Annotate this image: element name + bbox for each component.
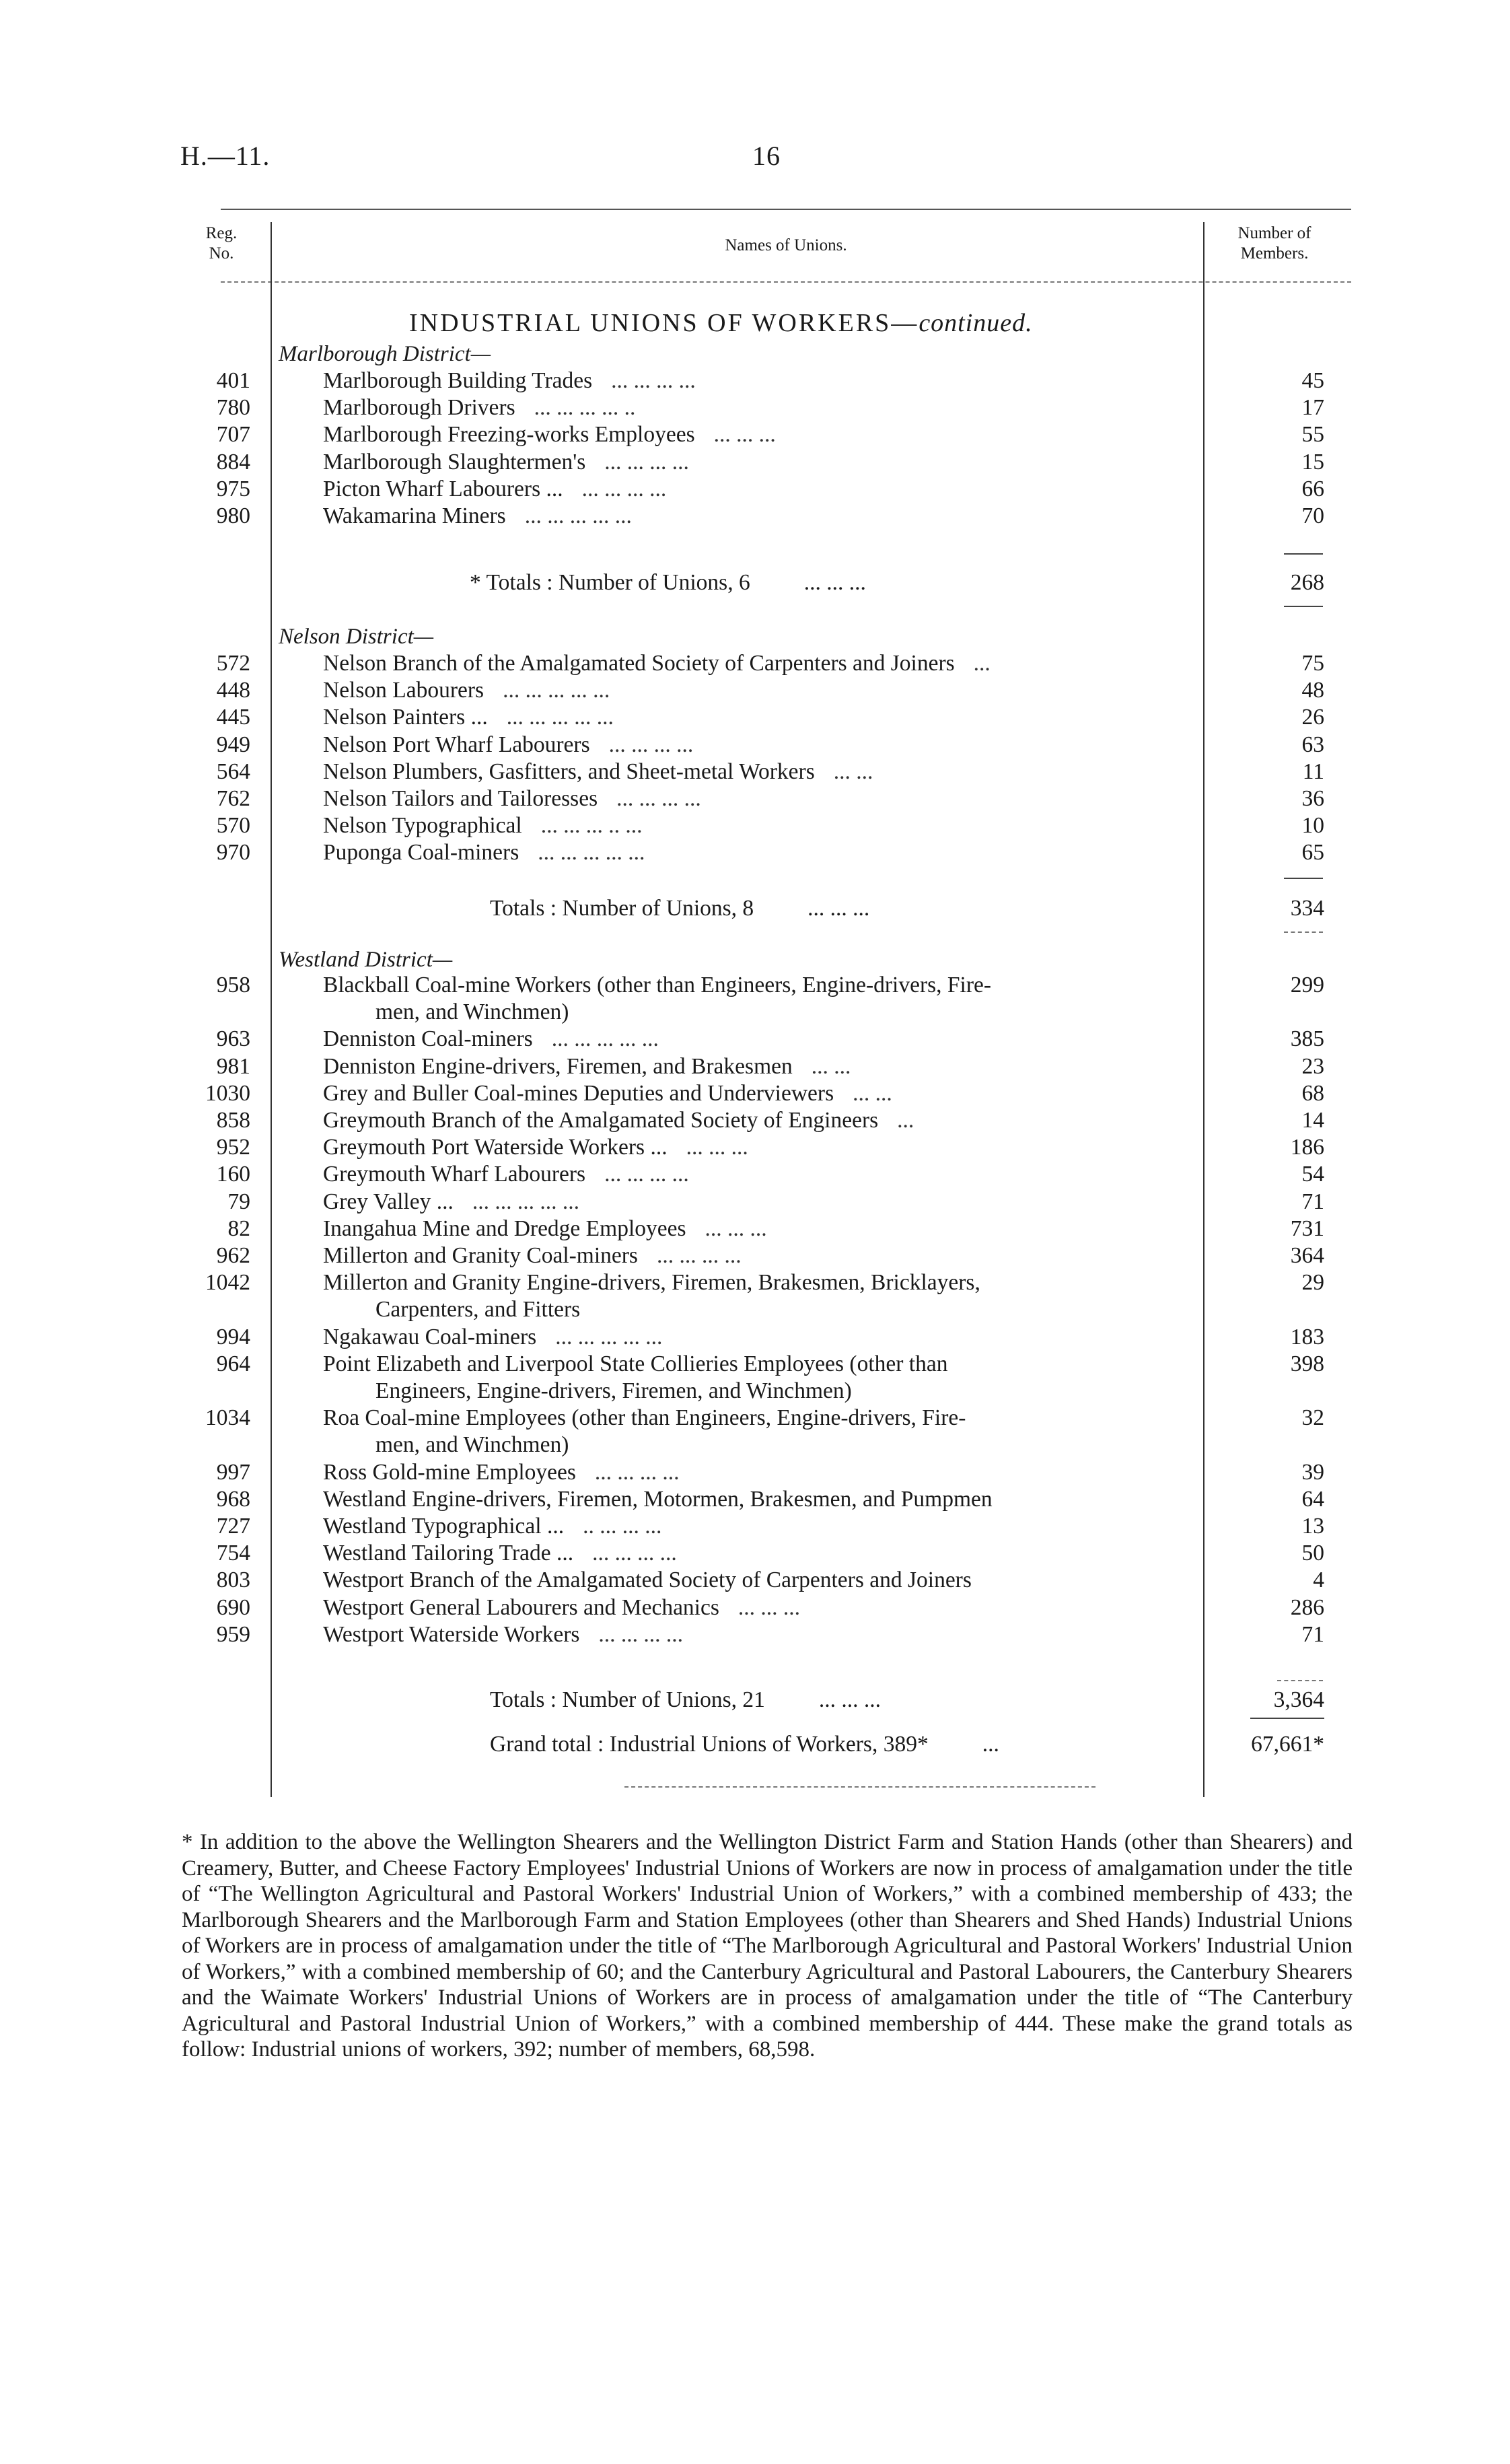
union-name-text: Wakamarina Miners [323, 503, 506, 528]
reg-number: 570 [216, 813, 250, 839]
union-name [323, 785, 1205, 812]
union-name-text: Marlborough Slaughtermen's [323, 449, 586, 474]
union-name [323, 812, 1205, 839]
union-name-text: Inangahua Mine and Dredge Employees [323, 1216, 686, 1241]
reg-number: 975 [216, 476, 250, 501]
reg-header-line-2: No. [209, 244, 234, 262]
section-title [409, 308, 1284, 338]
union-name [323, 503, 1205, 530]
grand-total-totals-members: 67,661* [1251, 1732, 1324, 1757]
member-count: 75 [1301, 651, 1324, 676]
member-count: 39 [1301, 1459, 1324, 1485]
leader-dots: ... ... ... .. ... [540, 813, 643, 839]
member-count: 54 [1301, 1162, 1324, 1187]
reg-number: 949 [216, 732, 250, 757]
member-count: 71 [1301, 1621, 1324, 1647]
reg-number: 82 [227, 1216, 250, 1241]
member-count: 70 [1301, 503, 1324, 528]
union-name-text: Denniston Engine-drivers, Firemen, and Brakesmen [323, 1053, 793, 1079]
leader-dots: ... [897, 1108, 914, 1133]
member-count: 385 [1290, 1026, 1324, 1052]
member-count: 63 [1301, 732, 1324, 757]
union-name-text: Westport Branch of the Amalgamated Society of Carpenters and Joiners [323, 1568, 972, 1593]
union-name [323, 1189, 1205, 1216]
union-name-text: Nelson Painters ... [323, 705, 488, 730]
nelson-total-rule-top [1284, 878, 1323, 879]
reg-number: 448 [216, 678, 250, 703]
leader-dots: ... ... ... [803, 570, 866, 595]
section-title-main: INDUSTRIAL UNIONS OF WORKERS— [409, 309, 919, 337]
marlborough-totals-label [470, 569, 866, 596]
leader-dots: ... ... ... ... ... [538, 840, 645, 866]
leader-dots: ... ... [811, 1053, 851, 1079]
table-end-rule [624, 1786, 1095, 1788]
union-name [323, 839, 1205, 866]
page-number: 16 [752, 141, 781, 171]
union-name [323, 1134, 1205, 1161]
leader-dots: ... [973, 651, 991, 676]
union-name [323, 1242, 1205, 1269]
reg-number: 401 [216, 368, 250, 393]
westland-total-rule-top [1277, 1680, 1323, 1681]
nelson-totals-label [490, 895, 869, 922]
union-name [323, 650, 1205, 677]
union-name-text: Greymouth Port Waterside Workers ... [323, 1135, 668, 1160]
union-name [323, 1513, 1205, 1540]
reg-number: 572 [216, 651, 250, 676]
union-name-text: Ross Gold-mine Employees [323, 1459, 576, 1485]
union-name [323, 732, 1205, 759]
member-count: 4 [1313, 1568, 1324, 1593]
member-count: 32 [1301, 1405, 1324, 1431]
reg-number: 690 [216, 1594, 250, 1620]
member-count: 299 [1290, 973, 1324, 997]
leader-dots: ... ... ... ... [616, 786, 701, 811]
member-count: 398 [1290, 1351, 1324, 1376]
union-name-text: Ngakawau Coal-miners [323, 1324, 537, 1349]
leader-dots: ... ... ... ... ... [503, 678, 610, 703]
union-name-text: Millerton and Granity Coal-miners [323, 1243, 638, 1268]
union-name-text: Grey and Buller Coal-mines Deputies and Underviewers [323, 1080, 834, 1106]
reg-number: 754 [216, 1541, 250, 1566]
union-name-text: Westland Typographical ... [323, 1514, 565, 1539]
reg-number: 707 [216, 422, 250, 448]
reg-number: 79 [227, 1189, 250, 1214]
nelson-district-heading: Nelson District— [279, 625, 434, 649]
member-count: 64 [1301, 1486, 1324, 1512]
header-bottom-rule [221, 281, 1351, 283]
member-count: 183 [1290, 1324, 1324, 1349]
union-name-text: Denniston Coal-miners [323, 1026, 533, 1052]
marlborough-total-rule-top [1284, 553, 1323, 555]
member-count: 14 [1301, 1108, 1324, 1133]
reg-number: 968 [216, 1486, 250, 1512]
union-name-continuation: Carpenters, and Fitters [375, 1297, 581, 1323]
leader-dots: ... ... ... ... [656, 1243, 742, 1268]
union-name [323, 367, 1205, 394]
leader-dots: ... ... ... [738, 1594, 801, 1620]
member-count: 65 [1301, 840, 1324, 866]
union-name [323, 1053, 1205, 1080]
members-header-line-1: Number of [1237, 224, 1311, 242]
reg-header-line-1: Reg. [205, 224, 238, 242]
union-name [323, 1459, 1205, 1486]
reg-number: 160 [216, 1162, 250, 1187]
union-name [323, 449, 1205, 476]
westland-total-rule-bottom [1250, 1718, 1324, 1719]
union-name-text: Nelson Tailors and Tailoresses [323, 786, 598, 811]
member-count: 286 [1290, 1594, 1324, 1620]
reg-number: 858 [216, 1108, 250, 1133]
union-name-text: Nelson Typographical [323, 813, 522, 839]
union-name-continuation: men, and Winchmen) [375, 1432, 569, 1458]
union-name-text: Nelson Port Wharf Labourers [323, 732, 590, 757]
union-name [323, 1621, 1205, 1648]
reg-number: 762 [216, 786, 250, 811]
nelson-totals-label-text: Totals : Number of Unions, 8 [490, 896, 754, 921]
table-top-rule [221, 209, 1351, 210]
reg-number: 1034 [205, 1405, 250, 1431]
member-count: 23 [1301, 1053, 1324, 1079]
union-name-text: Blackball Coal-mine Workers (other than Engineers, Engine-drivers, Fire- [323, 973, 992, 997]
member-count: 68 [1301, 1080, 1324, 1106]
grand-total-totals-label [490, 1731, 999, 1758]
grand-total-totals-label-text: Grand total : Industrial Unions of Workers, 389* [490, 1732, 929, 1757]
leader-dots: ... ... ... ... .. [534, 395, 636, 421]
union-name-text: Westport Waterside Workers [323, 1621, 580, 1647]
reg-number: 964 [216, 1351, 250, 1376]
union-name [323, 476, 1205, 503]
unions-table [180, 209, 1351, 1797]
reg-number: 963 [216, 1026, 250, 1052]
union-name-text: Point Elizabeth and Liverpool State Collieries Employees (other than [323, 1351, 948, 1376]
union-name [323, 1026, 1205, 1053]
union-name-text: Grey Valley ... [323, 1189, 454, 1214]
member-count: 17 [1301, 395, 1324, 421]
leader-dots: ... ... ... [807, 896, 870, 921]
union-name [323, 1540, 1205, 1567]
union-name-text: Greymouth Wharf Labourers [323, 1162, 586, 1187]
member-count: 10 [1301, 813, 1324, 839]
reg-number: 803 [216, 1568, 250, 1593]
union-name-text: Marlborough Building Trades [323, 368, 593, 393]
leader-dots: ... [982, 1732, 999, 1757]
marlborough-total-rule-bottom [1284, 606, 1323, 607]
reg-number: 994 [216, 1324, 250, 1349]
page-header [180, 140, 1324, 180]
leader-dots: ... ... [853, 1080, 892, 1106]
leader-dots: .. ... ... ... [583, 1514, 662, 1539]
reg-column-divider [271, 222, 272, 1797]
leader-dots: ... ... ... ... [604, 1162, 689, 1187]
member-count: 66 [1301, 476, 1324, 501]
leader-dots: ... ... ... ... ... [524, 503, 632, 528]
nelson-totals-members: 334 [1290, 896, 1324, 921]
westland-totals-label-text: Totals : Number of Unions, 21 [490, 1687, 765, 1712]
leader-dots: ... ... ... ... [581, 476, 667, 501]
leader-dots: ... ... ... [713, 422, 776, 448]
leader-dots: ... ... ... ... [598, 1621, 684, 1647]
member-count: 731 [1290, 1216, 1324, 1241]
union-name-text: Marlborough Drivers [323, 395, 515, 421]
union-name [323, 1486, 1205, 1513]
leader-dots: ... ... ... ... ... [555, 1324, 663, 1349]
union-name [323, 421, 1205, 448]
reg-number: 958 [216, 973, 250, 997]
marlborough-totals-members: 268 [1290, 570, 1324, 595]
member-count: 55 [1301, 422, 1324, 448]
union-name [323, 1351, 1205, 1378]
union-name [323, 1216, 1205, 1242]
reg-number: 564 [216, 759, 250, 784]
leader-dots: ... ... ... [705, 1216, 767, 1241]
leader-dots: ... ... ... [818, 1687, 882, 1712]
members-column-header [1207, 223, 1342, 264]
union-name [323, 394, 1205, 421]
westland-district-heading: Westland District— [279, 948, 453, 972]
document-reference: H.—11. [180, 141, 271, 171]
union-name [323, 759, 1205, 785]
union-name [323, 1405, 1205, 1432]
member-count: 26 [1301, 705, 1324, 730]
names-column-header: Names of Unions. [725, 236, 847, 254]
reg-number: 884 [216, 449, 250, 474]
union-name-text: Nelson Plumbers, Gasfitters, and Sheet-metal Workers [323, 759, 815, 784]
member-count: 71 [1301, 1189, 1324, 1214]
members-header-line-2: Members. [1240, 244, 1309, 262]
union-name [323, 1567, 1205, 1594]
union-name [323, 1161, 1205, 1188]
leader-dots: ... ... ... ... [611, 368, 696, 393]
marlborough-totals-label-text: * Totals : Number of Unions, 6 [470, 570, 750, 595]
union-name [323, 1594, 1205, 1621]
union-name [323, 1269, 1205, 1296]
union-name [323, 1080, 1205, 1107]
reg-number: 1042 [205, 1270, 250, 1296]
union-name [323, 1107, 1205, 1134]
union-name [323, 972, 1205, 999]
union-name-text: Westport General Labourers and Mechanics [323, 1594, 719, 1620]
union-name-text: Nelson Labourers [323, 678, 484, 703]
member-count: 48 [1301, 678, 1324, 703]
union-name-text: Picton Wharf Labourers ... [323, 476, 563, 501]
footnote: * In addition to the above the Wellington Shearers and the Wellington District Farm and Station Hands (other than Shearers) and Creamery, Butter, and Cheese Factory Employees' Industrial Unions of Workers are now in process of amalgamation under the title of “The Wellington Agricultural and Pastoral Workers' Industrial Union of Workers,” with a combined membership of 433; the Marlborough Shearers and the Marlborough Farm and Station Employees (other than Shearers and Shed Hands) Industrial Unions of Workers are in process of amalgamation under the title of “The Marlborough Agricultural and Pastoral Workers' Industrial Union of Workers,” with a combined membership of 60; and the Canterbury Agricultural and Pastoral Labourers, the Canterbury Shearers and the Waimate Workers' Industrial Unions of Workers are in process of amalgamation under the title of “The Canterbury Agricultural and Pastoral Industrial Union of Workers,” with a combined membership of 444. These make the grand totals as follow: Industrial unions of workers, 392; number of members, 68,598. [182, 1830, 1353, 2062]
leader-dots: ... ... ... [686, 1135, 748, 1160]
member-count: 45 [1301, 368, 1324, 393]
reg-number: 962 [216, 1243, 250, 1268]
reg-number: 1030 [205, 1080, 250, 1106]
marlborough-district-heading: Marlborough District— [279, 342, 491, 366]
leader-dots: ... ... ... ... ... [506, 705, 614, 730]
westland-totals-label [490, 1687, 881, 1714]
union-name [323, 1324, 1205, 1351]
union-name-text: Westland Tailoring Trade ... [323, 1541, 574, 1566]
union-name-text: Nelson Branch of the Amalgamated Society of Carpenters and Joiners [323, 651, 955, 676]
member-count: 11 [1302, 759, 1324, 784]
leader-dots: ... ... ... ... [592, 1541, 677, 1566]
member-count: 186 [1290, 1135, 1324, 1160]
leader-dots: ... ... ... ... [594, 1459, 680, 1485]
leader-dots: ... ... ... ... ... [472, 1189, 579, 1214]
union-name-text: Marlborough Freezing-works Employees [323, 422, 695, 448]
nelson-total-rule-bottom [1284, 931, 1323, 933]
union-name [323, 677, 1205, 704]
member-count: 13 [1301, 1514, 1324, 1539]
member-count: 50 [1301, 1541, 1324, 1566]
member-count: 364 [1290, 1243, 1324, 1268]
reg-number: 970 [216, 840, 250, 866]
reg-number: 997 [216, 1459, 250, 1485]
reg-number: 445 [216, 705, 250, 730]
section-title-continued: continued. [919, 309, 1033, 337]
union-name-continuation: men, and Winchmen) [375, 999, 569, 1025]
union-name-continuation: Engineers, Engine-drivers, Firemen, and Winchmen) [375, 1378, 852, 1403]
reg-number: 981 [216, 1053, 250, 1079]
reg-number: 959 [216, 1621, 250, 1647]
union-name-text: Millerton and Granity Engine-drivers, Firemen, Brakesmen, Bricklayers, [323, 1270, 980, 1296]
leader-dots: ... ... ... ... [604, 449, 689, 474]
member-count: 36 [1301, 786, 1324, 811]
reg-number: 980 [216, 503, 250, 528]
union-name-text: Greymouth Branch of the Amalgamated Society of Engineers [323, 1108, 879, 1133]
reg-number: 727 [216, 1514, 250, 1539]
union-name [323, 704, 1205, 731]
reg-number: 780 [216, 395, 250, 421]
member-count: 15 [1301, 449, 1324, 474]
union-name-text: Roa Coal-mine Employees (other than Engineers, Engine-drivers, Fire- [323, 1405, 966, 1431]
leader-dots: ... ... [833, 759, 873, 784]
reg-number: 952 [216, 1135, 250, 1160]
union-name-text: Puponga Coal-miners [323, 840, 519, 866]
leader-dots: ... ... ... ... [608, 732, 694, 757]
leader-dots: ... ... ... ... ... [551, 1026, 659, 1052]
union-name-text: Westland Engine-drivers, Firemen, Motormen, Brakesmen, and Pumpmen [323, 1486, 993, 1512]
member-count: 29 [1301, 1270, 1324, 1296]
westland-totals-members: 3,364 [1273, 1687, 1324, 1712]
